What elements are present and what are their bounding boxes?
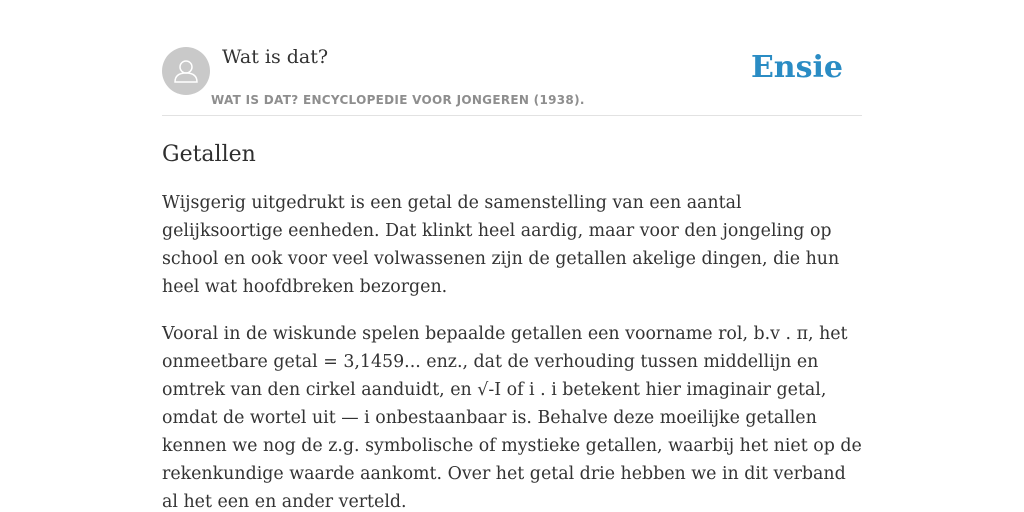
source-title[interactable]: Wat is dat? <box>222 46 329 68</box>
article-paragraph: Wijsgerig uitgedrukt is een getal de samenstelling van een aantal gelijksoortige eenheden. Dat klinkt heel aardig, maar voor den jongeling op school en ook voor veel volwassenen zijn de getallen akelige dingen, die hun heel wat hoofdbreken bezorgen. <box>162 193 840 297</box>
article-paragraph: Vooral in de wiskunde spelen bepaalde getallen een voorname rol, b.v . π, het onmeetbare getal = 3,1459... enz., dat de verhouding tussen middellijn en omtrek van den cirkel aanduidt, en √-I of i . i betekent hier imaginair getal, omdat de wortel uit — i onbestaanbaar is. Behalve deze moeilijke getallen kennen we nog de z.g. symbolische of mystieke getallen, waarbij het niet op de rekenkundige waarde aankomt. Over het getal drie hebben we in dit verband al het een en ander verteld. <box>162 324 862 512</box>
avatar[interactable] <box>162 47 210 95</box>
article-title: Getallen <box>162 142 256 167</box>
user-placeholder-icon <box>162 47 210 95</box>
article <box>162 138 862 512</box>
source-subtitle: WAT IS DAT? ENCYCLOPEDIE VOOR JONGEREN (1938). <box>211 93 585 107</box>
source-header <box>162 0 862 116</box>
ensie-logo-link[interactable]: Ensie <box>750 50 843 85</box>
